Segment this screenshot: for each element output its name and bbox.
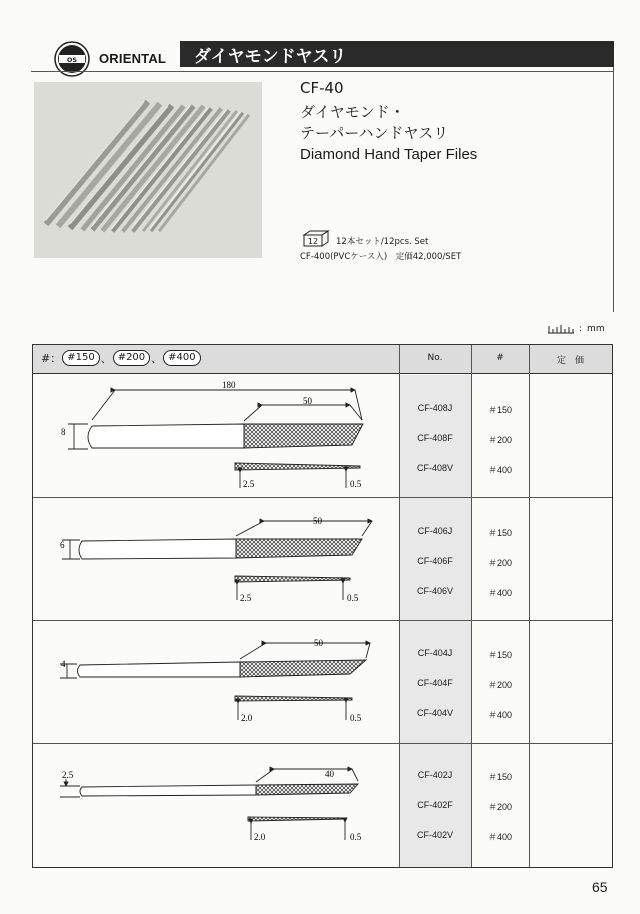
grit-prefix: #： (41, 352, 62, 365)
file-drawing-2-5mm (60, 769, 358, 840)
grit-sep: 、 (100, 352, 112, 365)
case-price-text: CF-400(PVCケース入) 定価42,000/SET (300, 252, 462, 262)
table-row-grit: ＃200 (487, 680, 513, 690)
header-grit: # (496, 353, 504, 363)
table-row-no: CF-404F (417, 678, 453, 688)
product-name-jp-line2: テーパーハンドヤスリ (300, 124, 449, 142)
table-row-grit: ＃200 (487, 558, 513, 568)
table-row-grit: ＃200 (487, 435, 513, 445)
unit-note: : mm (548, 324, 605, 334)
dim-width: 2.5 (62, 770, 74, 780)
table-row-grit: ＃150 (487, 772, 513, 782)
dim-thick: 2.5 (240, 593, 252, 603)
table-row-grit: ＃400 (487, 832, 513, 842)
table-row-no: CF-406V (416, 586, 453, 596)
table-row-grit: ＃400 (487, 710, 513, 720)
header-price: 定 価 (556, 356, 584, 366)
dim-length: 180 (222, 380, 236, 390)
dim-diamond: 40 (325, 769, 334, 779)
file-drawing-4mm (60, 643, 370, 720)
dim-diamond: 50 (313, 516, 322, 526)
dim-tip: 0.5 (350, 832, 362, 842)
dim-tip: 0.5 (350, 713, 362, 723)
page-number: 65 (592, 879, 608, 895)
table-row-no: CF-408F (417, 433, 453, 443)
unit-label: mm (587, 324, 605, 334)
grit-option: #150 (62, 350, 99, 366)
file-drawing-8mm (68, 390, 363, 488)
product-name-jp-line1: ダイヤモンド・ (300, 103, 405, 121)
file-drawing-6mm (62, 521, 372, 600)
header-no: No. (427, 353, 443, 363)
table-row-no: CF-404V (416, 708, 453, 718)
dim-diamond: 50 (314, 638, 323, 648)
grit-option: #400 (163, 350, 200, 366)
table-row-no: CF-406J (417, 526, 453, 536)
table-row-no: CF-406F (417, 556, 453, 566)
table-row-grit: ＃150 (487, 405, 513, 415)
dim-thick: 2.0 (254, 832, 266, 842)
product-code: CF-40 (300, 79, 344, 97)
svg-text:OS: OS (66, 56, 78, 64)
table-row-no: CF-402J (417, 770, 453, 780)
category-title: ダイヤモンドヤスリ (194, 47, 347, 67)
table-row-no: CF-404J (417, 648, 453, 658)
dim-tip: 0.5 (350, 479, 362, 489)
table-row-no: CF-408V (416, 463, 453, 473)
grit-sep: 、 (151, 352, 163, 365)
dim-width: 6 (60, 540, 65, 550)
set-text: 12本セット/12pcs. Set (336, 237, 429, 247)
dim-diamond: 50 (303, 396, 312, 406)
dim-thick: 2.0 (241, 713, 253, 723)
table-row-no: CF-402F (417, 800, 453, 810)
grit-option: #200 (113, 350, 150, 366)
dim-tip: 0.5 (347, 593, 359, 603)
table-row-no: CF-408J (417, 403, 453, 413)
box-set-number: 12 (307, 237, 319, 246)
table-row-grit: ＃200 (487, 802, 513, 812)
table-row-grit: ＃400 (487, 588, 513, 598)
table-row-grit: ＃400 (487, 465, 513, 475)
product-name-en: Diamond Hand Taper Files (300, 146, 478, 163)
table-row-grit: ＃150 (487, 650, 513, 660)
dim-width: 4 (61, 659, 66, 669)
table-row-grit: ＃150 (487, 528, 513, 538)
dim-width: 8 (61, 427, 66, 437)
dim-thick: 2.5 (243, 479, 255, 489)
table-row-no: CF-402V (416, 830, 453, 840)
brand-name: ORIENTAL (99, 51, 167, 66)
